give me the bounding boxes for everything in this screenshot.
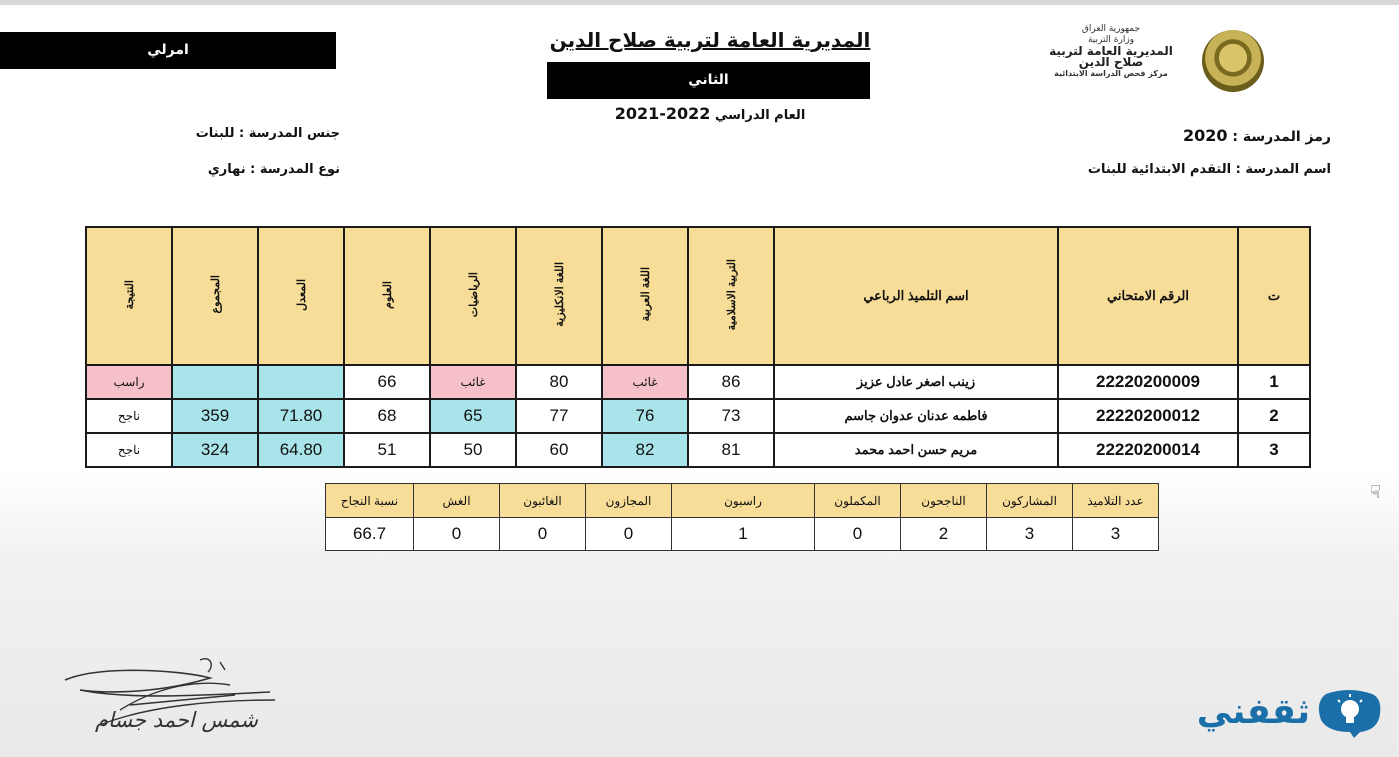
summary-header-participants: المشاركون — [987, 484, 1073, 518]
header-average — [258, 227, 344, 365]
lightbulb-icon — [1316, 688, 1382, 738]
summary-students: 3 — [1073, 518, 1159, 551]
summary-header-cheating: الغش — [414, 484, 500, 518]
row-score-islamic: 81 — [688, 433, 774, 467]
exam-round-label: الثاني — [688, 72, 729, 88]
header-result-label: النتيجة — [123, 279, 136, 310]
row-score-islamic: 73 — [688, 399, 774, 433]
header-student-name: اسم التلميذ الرباعي — [774, 227, 1058, 365]
header-result — [86, 227, 172, 365]
header-exam-number: الرقم الامتحاني — [1058, 227, 1238, 365]
row-score-english: 60 — [516, 433, 602, 467]
summary-header-failed: راسبون — [672, 484, 815, 518]
school-location-label: امرلي — [147, 42, 189, 58]
school-shift: نوع المدرسة : نهاري — [207, 162, 340, 177]
row-score-math: 50 — [430, 433, 516, 467]
header-subject-islamic — [688, 227, 774, 365]
row-average — [258, 365, 344, 399]
row-student-name: زينب اصغر عادل عزيز — [774, 365, 1058, 399]
row-score-english: 80 — [516, 365, 602, 399]
header-subject-arabic — [602, 227, 688, 365]
row-score-arabic: 76 — [602, 399, 688, 433]
signature-name: شمس احمد جسام — [95, 708, 258, 732]
summary-table — [325, 483, 1159, 551]
ministry-line-center: مركز فحص الدراسة الابتدائية — [1054, 69, 1168, 78]
summary-header-supplementary: المكملون — [815, 484, 901, 518]
academic-year — [560, 104, 860, 123]
row-result: ناجح — [86, 433, 172, 467]
row-score-math: 65 — [430, 399, 516, 433]
ministry-line-directorate: المديرية العامة لتربية صلاح الدين — [1049, 44, 1173, 69]
row-total: 359 — [172, 399, 258, 433]
hand-cursor-icon: ☟ — [1370, 482, 1381, 503]
header-subject-science — [344, 227, 430, 365]
directorate-title: المديرية العامة لتربية صلاح الدين — [549, 28, 871, 52]
summary-passed: 2 — [901, 518, 987, 551]
official-seal-icon — [1202, 30, 1264, 92]
header-subject-math — [430, 227, 516, 365]
row-index: 3 — [1238, 433, 1310, 467]
header-subject-english — [516, 227, 602, 365]
table-row — [86, 365, 1310, 399]
summary-header-pass-rate: نسبة النجاح — [326, 484, 414, 518]
summary-header-absent: الغائبون — [500, 484, 586, 518]
exam-round-box — [547, 62, 870, 99]
header-subject-science-label: العلوم — [381, 280, 394, 309]
row-score-math: غائب — [430, 365, 516, 399]
results-table — [85, 226, 1311, 468]
row-total: 324 — [172, 433, 258, 467]
table-row — [86, 399, 1310, 433]
header-index: ت — [1238, 227, 1310, 365]
results-header-row — [86, 227, 1310, 365]
header-total — [172, 227, 258, 365]
school-code-value: 2020 — [1182, 126, 1228, 145]
summary-excused: 0 — [586, 518, 672, 551]
row-average: 71.80 — [258, 399, 344, 433]
row-student-name: فاطمه عدنان عدوان جاسم — [774, 399, 1058, 433]
row-exam-number: 22220200012 — [1058, 399, 1238, 433]
summary-header-row — [326, 484, 1159, 518]
school-location-box — [0, 32, 336, 69]
header-subject-arabic-label: اللغة العربية — [639, 267, 652, 322]
row-result: ناجح — [86, 399, 172, 433]
school-name: اسم المدرسة : التقدم الابتدائية للبنات — [1087, 162, 1331, 177]
summary-header-excused: المجازون — [586, 484, 672, 518]
row-score-science: 51 — [344, 433, 430, 467]
summary-cheating: 0 — [414, 518, 500, 551]
row-average: 64.80 — [258, 433, 344, 467]
row-score-arabic: غائب — [602, 365, 688, 399]
header-subject-islamic-label: التربية الاسلامية — [725, 258, 738, 331]
ministry-logo-text — [1036, 24, 1186, 79]
summary-participants: 3 — [987, 518, 1073, 551]
row-index: 2 — [1238, 399, 1310, 433]
ministry-line-ministry: وزارة التربية — [1087, 35, 1135, 45]
row-score-arabic: 82 — [602, 433, 688, 467]
summary-header-students: عدد التلاميذ — [1073, 484, 1159, 518]
page-top-border — [0, 0, 1399, 5]
header-average-label: المعدل — [295, 278, 308, 311]
row-score-english: 77 — [516, 399, 602, 433]
school-gender: جنس المدرسة : للبنات — [195, 126, 340, 141]
academic-year-value: 2022-2021 — [614, 104, 711, 123]
summary-values-row — [326, 518, 1159, 551]
header-subject-math-label: الرياضيات — [467, 271, 480, 318]
row-exam-number: 22220200009 — [1058, 365, 1238, 399]
row-index: 1 — [1238, 365, 1310, 399]
summary-pass-rate: 66.7 — [326, 518, 414, 551]
summary-supplementary: 0 — [815, 518, 901, 551]
row-result: راسب — [86, 365, 172, 399]
row-total — [172, 365, 258, 399]
table-row — [86, 433, 1310, 467]
header-subject-english-label: اللغة الانكليزية — [553, 262, 566, 327]
row-score-science: 68 — [344, 399, 430, 433]
summary-header-passed: الناجحون — [901, 484, 987, 518]
summary-failed: 1 — [672, 518, 815, 551]
header-total-label: المجموع — [209, 275, 222, 314]
row-score-science: 66 — [344, 365, 430, 399]
brand-name: ثقفني — [1196, 692, 1310, 732]
school-code-label: رمز المدرسة : — [1232, 129, 1331, 145]
ministry-line-country: جمهورية العراق — [1081, 24, 1141, 34]
summary-absent: 0 — [500, 518, 586, 551]
row-score-islamic: 86 — [688, 365, 774, 399]
row-student-name: مريم حسن احمد محمد — [774, 433, 1058, 467]
school-code — [1183, 126, 1331, 145]
row-exam-number: 22220200014 — [1058, 433, 1238, 467]
academic-year-label: العام الدراسي — [714, 108, 806, 123]
